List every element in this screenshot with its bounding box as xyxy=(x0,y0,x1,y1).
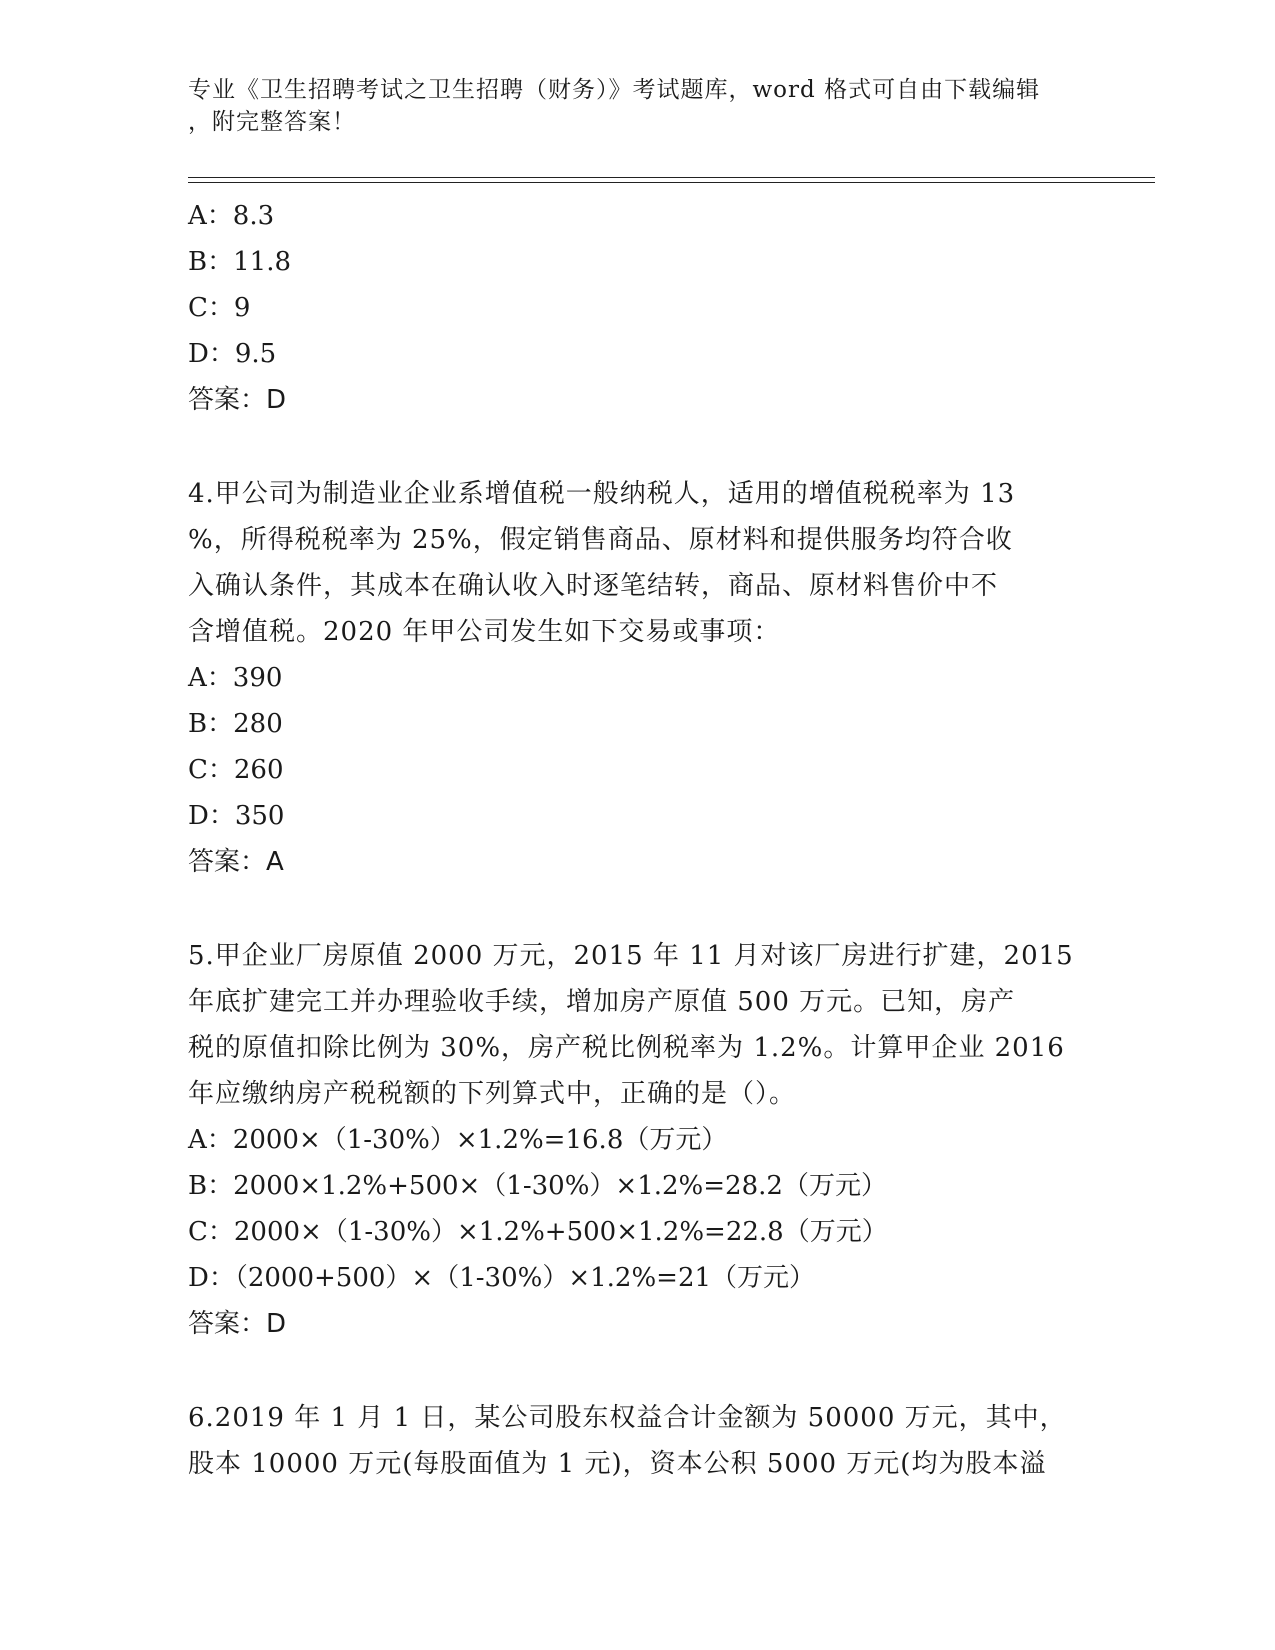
q5-stem-line: 年底扩建完工并办理验收手续，增加房产原值 500 万元。已知，房产 xyxy=(188,987,1016,1017)
q5-option-b: B：2000×1.2%+500×（1-30%）×1.2%=28.2（万元） xyxy=(188,1171,887,1201)
header-line-2: ，附完整答案！ xyxy=(188,109,356,135)
q4-option-a: A：390 xyxy=(188,663,283,693)
question-4-block xyxy=(188,471,1068,885)
q5-option-a: A：2000×（1-30%）×1.2%=16.8（万元） xyxy=(188,1125,728,1155)
spacer xyxy=(188,423,1068,471)
q5-stem-line: 5.甲企业厂房原值 2000 万元，2015 年 11 月对该厂房进行扩建，2015 xyxy=(188,941,1074,971)
q4-option-c: C：260 xyxy=(188,755,284,785)
q5-stem-line: 年应缴纳房产税税额的下列算式中，正确的是（）。 xyxy=(188,1079,797,1109)
q3-option-c: C：9 xyxy=(188,293,251,323)
q5-option-c: C：2000×（1-30%）×1.2%+500×1.2%=22.8（万元） xyxy=(188,1217,888,1247)
q4-option-b: B：280 xyxy=(188,709,283,739)
q6-stem-line: 股本 10000 万元(每股面值为 1 元)，资本公积 5000 万元(均为股本溢 xyxy=(188,1449,1047,1479)
q5-answer: 答案：D xyxy=(188,1309,287,1339)
q6-stem-line: 6.2019 年 1 月 1 日，某公司股东权益合计金额为 50000 万元，其中， xyxy=(188,1403,1067,1433)
q3-option-d: D：9.5 xyxy=(188,339,277,369)
q3-option-b: B：11.8 xyxy=(188,247,291,277)
q5-stem-line: 税的原值扣除比例为 30%，房产税比例税率为 1.2%。计算甲企业 2016 xyxy=(188,1033,1065,1063)
q3-option-a: A：8.3 xyxy=(188,201,275,231)
header-divider-top xyxy=(188,177,1155,178)
q4-stem-line: 含增值税。2020 年甲公司发生如下交易或事项： xyxy=(188,617,781,647)
q4-stem-line: 4.甲公司为制造业企业系增值税一般纳税人，适用的增值税税率为 13 xyxy=(188,479,1016,509)
q4-stem-line: %，所得税税率为 25%，假定销售商品、原材料和提供服务均符合收 xyxy=(188,525,1013,555)
q4-answer: 答案：A xyxy=(188,847,284,877)
q3-answer: 答案：D xyxy=(188,385,287,415)
question-3-block xyxy=(188,193,1068,423)
spacer xyxy=(188,1347,1068,1395)
document-header xyxy=(188,74,1068,138)
header-line-1: 专业《卫生招聘考试之卫生招聘（财务）》考试题库，word 格式可自由下载编辑 xyxy=(188,77,1041,103)
header-divider-bottom xyxy=(188,182,1155,183)
question-5-block xyxy=(188,933,1074,1347)
q4-option-d: D：350 xyxy=(188,801,285,831)
q4-stem-line: 入确认条件，其成本在确认收入时逐笔结转，商品、原材料售价中不 xyxy=(188,571,999,601)
q5-option-d: D：（2000+500）×（1-30%）×1.2%=21（万元） xyxy=(188,1263,816,1293)
question-content xyxy=(188,193,1074,1487)
spacer xyxy=(188,885,1068,933)
question-6-block xyxy=(188,1395,1068,1487)
